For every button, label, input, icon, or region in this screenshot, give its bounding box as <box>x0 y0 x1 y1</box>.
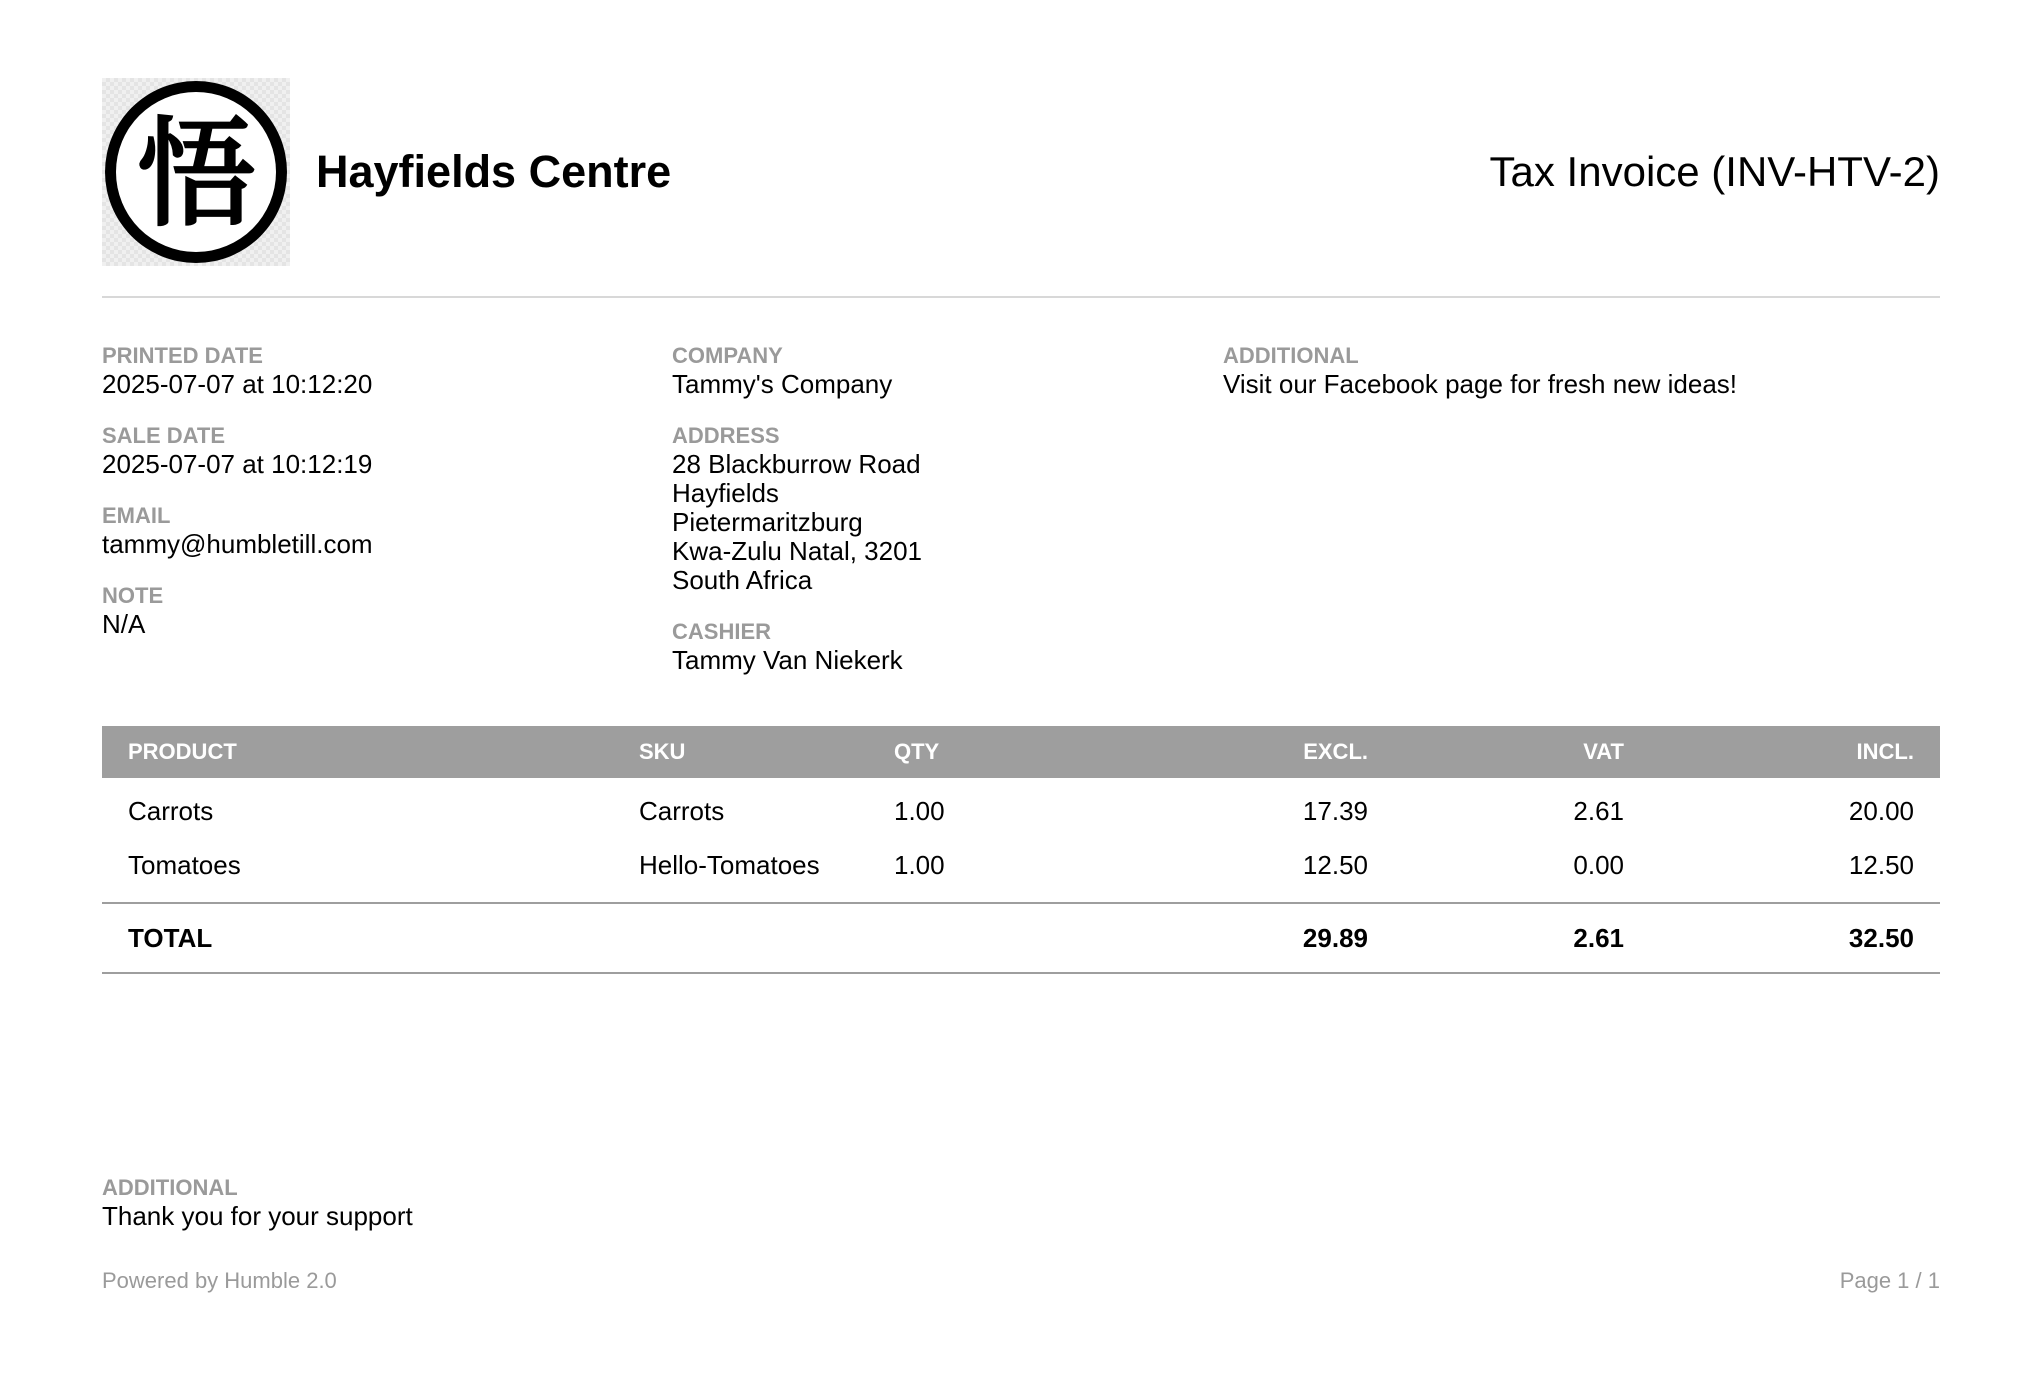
footer-additional <box>102 1174 413 1231</box>
total-row <box>102 903 1940 973</box>
additional-label: ADDITIONAL <box>1223 343 1359 368</box>
cashier-label: CASHIER <box>672 619 772 644</box>
address-line: 28 Blackburrow Road <box>672 449 921 479</box>
address-field <box>672 422 922 595</box>
email-value: tammy@humbletill.com <box>102 529 373 559</box>
cell-vat: 0.00 <box>1573 849 1624 880</box>
info-column-company <box>672 342 922 698</box>
printed-date-label: PRINTED DATE <box>102 343 263 368</box>
cell-excl: 12.50 <box>1302 849 1368 880</box>
cell-sku: Carrots <box>639 795 725 826</box>
cell-incl: 12.50 <box>1848 849 1914 880</box>
email-field <box>102 502 373 559</box>
additional-value: Visit our Facebook page for fresh new ideas! <box>1223 369 1738 399</box>
column-header-product: PRODUCT <box>102 726 613 778</box>
cell-product: Carrots <box>128 795 214 826</box>
total-label: TOTAL <box>102 903 613 973</box>
logo-glyph: 悟 <box>136 105 256 243</box>
invoice-title: Tax Invoice (INV-HTV-2) <box>1489 148 1940 195</box>
header-divider <box>102 296 1940 298</box>
total-incl: 32.50 <box>1650 903 1940 973</box>
table-row <box>102 778 1940 838</box>
column-header-sku: SKU <box>613 726 868 778</box>
footer-additional-label: ADDITIONAL <box>102 1175 238 1200</box>
cell-sku: Hello-Tomatoes <box>639 849 820 880</box>
cell-excl: 17.39 <box>1302 795 1368 826</box>
cell-qty: 1.00 <box>894 795 945 826</box>
address-line: Kwa-Zulu Natal, 3201 <box>672 536 923 566</box>
logo-emblem-icon <box>102 78 290 266</box>
cell-vat: 2.61 <box>1573 795 1624 826</box>
column-header-excl: EXCL. <box>1068 726 1394 778</box>
sale-date-value: 2025-07-07 at 10:12:19 <box>102 449 373 479</box>
company-logo <box>102 78 290 266</box>
page-number: Page 1 / 1 <box>1839 1268 1940 1293</box>
address-line: Pietermaritzburg <box>672 507 863 537</box>
total-empty-cell <box>613 903 868 973</box>
email-label: EMAIL <box>102 503 171 528</box>
company-value: Tammy's Company <box>672 369 893 399</box>
column-header-vat: VAT <box>1394 726 1650 778</box>
cell-incl: 20.00 <box>1848 795 1914 826</box>
total-excl: 29.89 <box>1068 903 1394 973</box>
address-line: South Africa <box>672 565 813 595</box>
company-field <box>672 342 922 399</box>
cashier-value: Tammy Van Niekerk <box>672 645 903 675</box>
address-label: ADDRESS <box>672 423 780 448</box>
powered-by-text: Powered by Humble 2.0 <box>102 1268 337 1293</box>
printed-date-field <box>102 342 373 399</box>
address-line: Hayfields <box>672 478 779 508</box>
note-label: NOTE <box>102 583 164 608</box>
footer-additional-value: Thank you for your support <box>102 1201 413 1231</box>
total-empty-cell <box>868 903 1068 973</box>
column-header-qty: QTY <box>868 726 1068 778</box>
company-label: COMPANY <box>672 343 783 368</box>
table-header-row <box>102 726 1940 778</box>
sale-date-label: SALE DATE <box>102 423 226 448</box>
column-header-incl: INCL. <box>1650 726 1940 778</box>
note-value: N/A <box>102 609 146 639</box>
cell-qty: 1.00 <box>894 849 945 880</box>
sale-date-field <box>102 422 373 479</box>
table-row <box>102 838 1940 903</box>
company-name: Hayfields Centre <box>316 146 672 197</box>
line-items-table <box>102 726 1940 974</box>
printed-date-value: 2025-07-07 at 10:12:20 <box>102 369 373 399</box>
info-column-additional <box>1223 342 1737 422</box>
total-vat: 2.61 <box>1394 903 1650 973</box>
invoice-header <box>102 78 1940 266</box>
additional-field <box>1223 342 1737 399</box>
note-field <box>102 582 373 639</box>
info-column-dates <box>102 342 373 662</box>
cell-product: Tomatoes <box>128 849 241 880</box>
cashier-field <box>672 618 922 675</box>
